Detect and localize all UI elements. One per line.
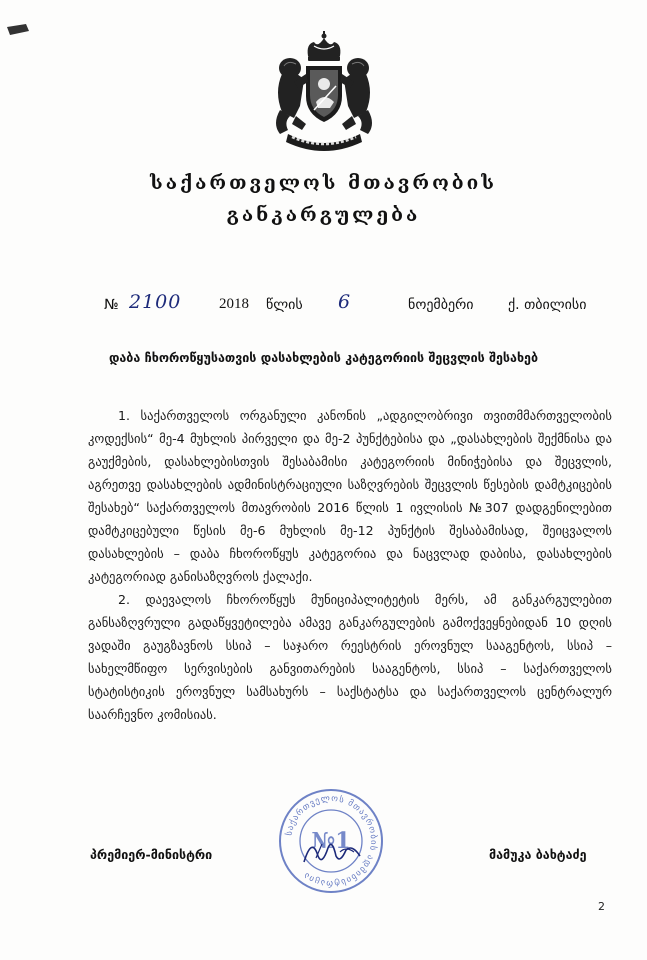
document-month: ნოემბერი bbox=[408, 297, 474, 313]
coat-of-arms-emblem bbox=[268, 30, 380, 154]
scan-mark bbox=[6, 22, 30, 36]
page-number: 2 bbox=[598, 900, 605, 913]
svg-text:საქართველოს მთავრობის ადმინისტ: საქართველოს მთავრობის ადმინისტრაცია bbox=[284, 793, 379, 889]
svg-text:№1: №1 bbox=[311, 828, 351, 854]
document-day: 6 bbox=[338, 291, 352, 313]
document-title-line1: საქართველოს მთავრობის bbox=[150, 172, 497, 194]
document-meta-row bbox=[0, 293, 647, 317]
document-body bbox=[88, 404, 612, 726]
document-number: 2100 bbox=[129, 291, 182, 313]
document-year: 2018 bbox=[219, 296, 249, 312]
signer-position: პრემიერ-მინისტრი bbox=[90, 847, 213, 862]
official-seal bbox=[276, 786, 386, 896]
document-subject: დაბა ჩხოროწყუსათვის დასახლების კატეგორიის შეცვლის შესახებ bbox=[108, 350, 539, 365]
paragraph-1: 1. საქართველოს ორგანული კანონის „ადგილობრივი თვითმმართველობის კოდექსის“ მე-4 მუხლის პირველი და მე-2 პუნქტებისა და „დასახლების შექმნისა და გაუქმების, დასახლებისთვის შესაბამისი კატეგორიის მინიჭებისა და შეცვლის, აგრეთვე დასახლების ადმინისტრაციული საზღვრების შეცვლის წესების დამტკიცების შესახებ“ საქართველოს მთავრობის 2016 წლის 1 ივლისის №307 დადგენილებით დამტკიცებული წესის მე-6 მუხლის მე-12 პუნქტის შესაბამისად, შეიცვალოს დასახლების – დაბა ჩხოროწყუს კატეგორია და ნაცვლად დაბისა, დასახლების კატეგორიად განისაზღვროს ქალაქი. bbox=[88, 408, 612, 584]
signer-name: მამუკა ბახტაძე bbox=[489, 847, 587, 862]
paragraph-2: 2. დაევალოს ჩხოროწყუს მუნიციპალიტეტის მერს, ამ განკარგულებით განსაზღვრული გადაწყვეტილება ამავე განკარგულების გამოქვეყნებიდან 10 დღის ვადაში გაუგზავნოს სსიპ – საჯარო რეესტრის ეროვნულ სააგენტოს, სსიპ – სახელმწიფო სერვისების განვითარების სააგენტოს, სსიპ – საქართველოს სტატისტიკის ეროვნულ სამსახურს – საქსტატსა და საქართველოს ცენტრალურ საარჩევნო კომისიას. bbox=[88, 592, 612, 722]
year-word: წლის bbox=[266, 297, 303, 313]
document-city: ქ. თბილისი bbox=[508, 297, 587, 313]
number-label: № bbox=[104, 297, 119, 313]
document-title-line2: განკარგულება bbox=[226, 204, 421, 226]
